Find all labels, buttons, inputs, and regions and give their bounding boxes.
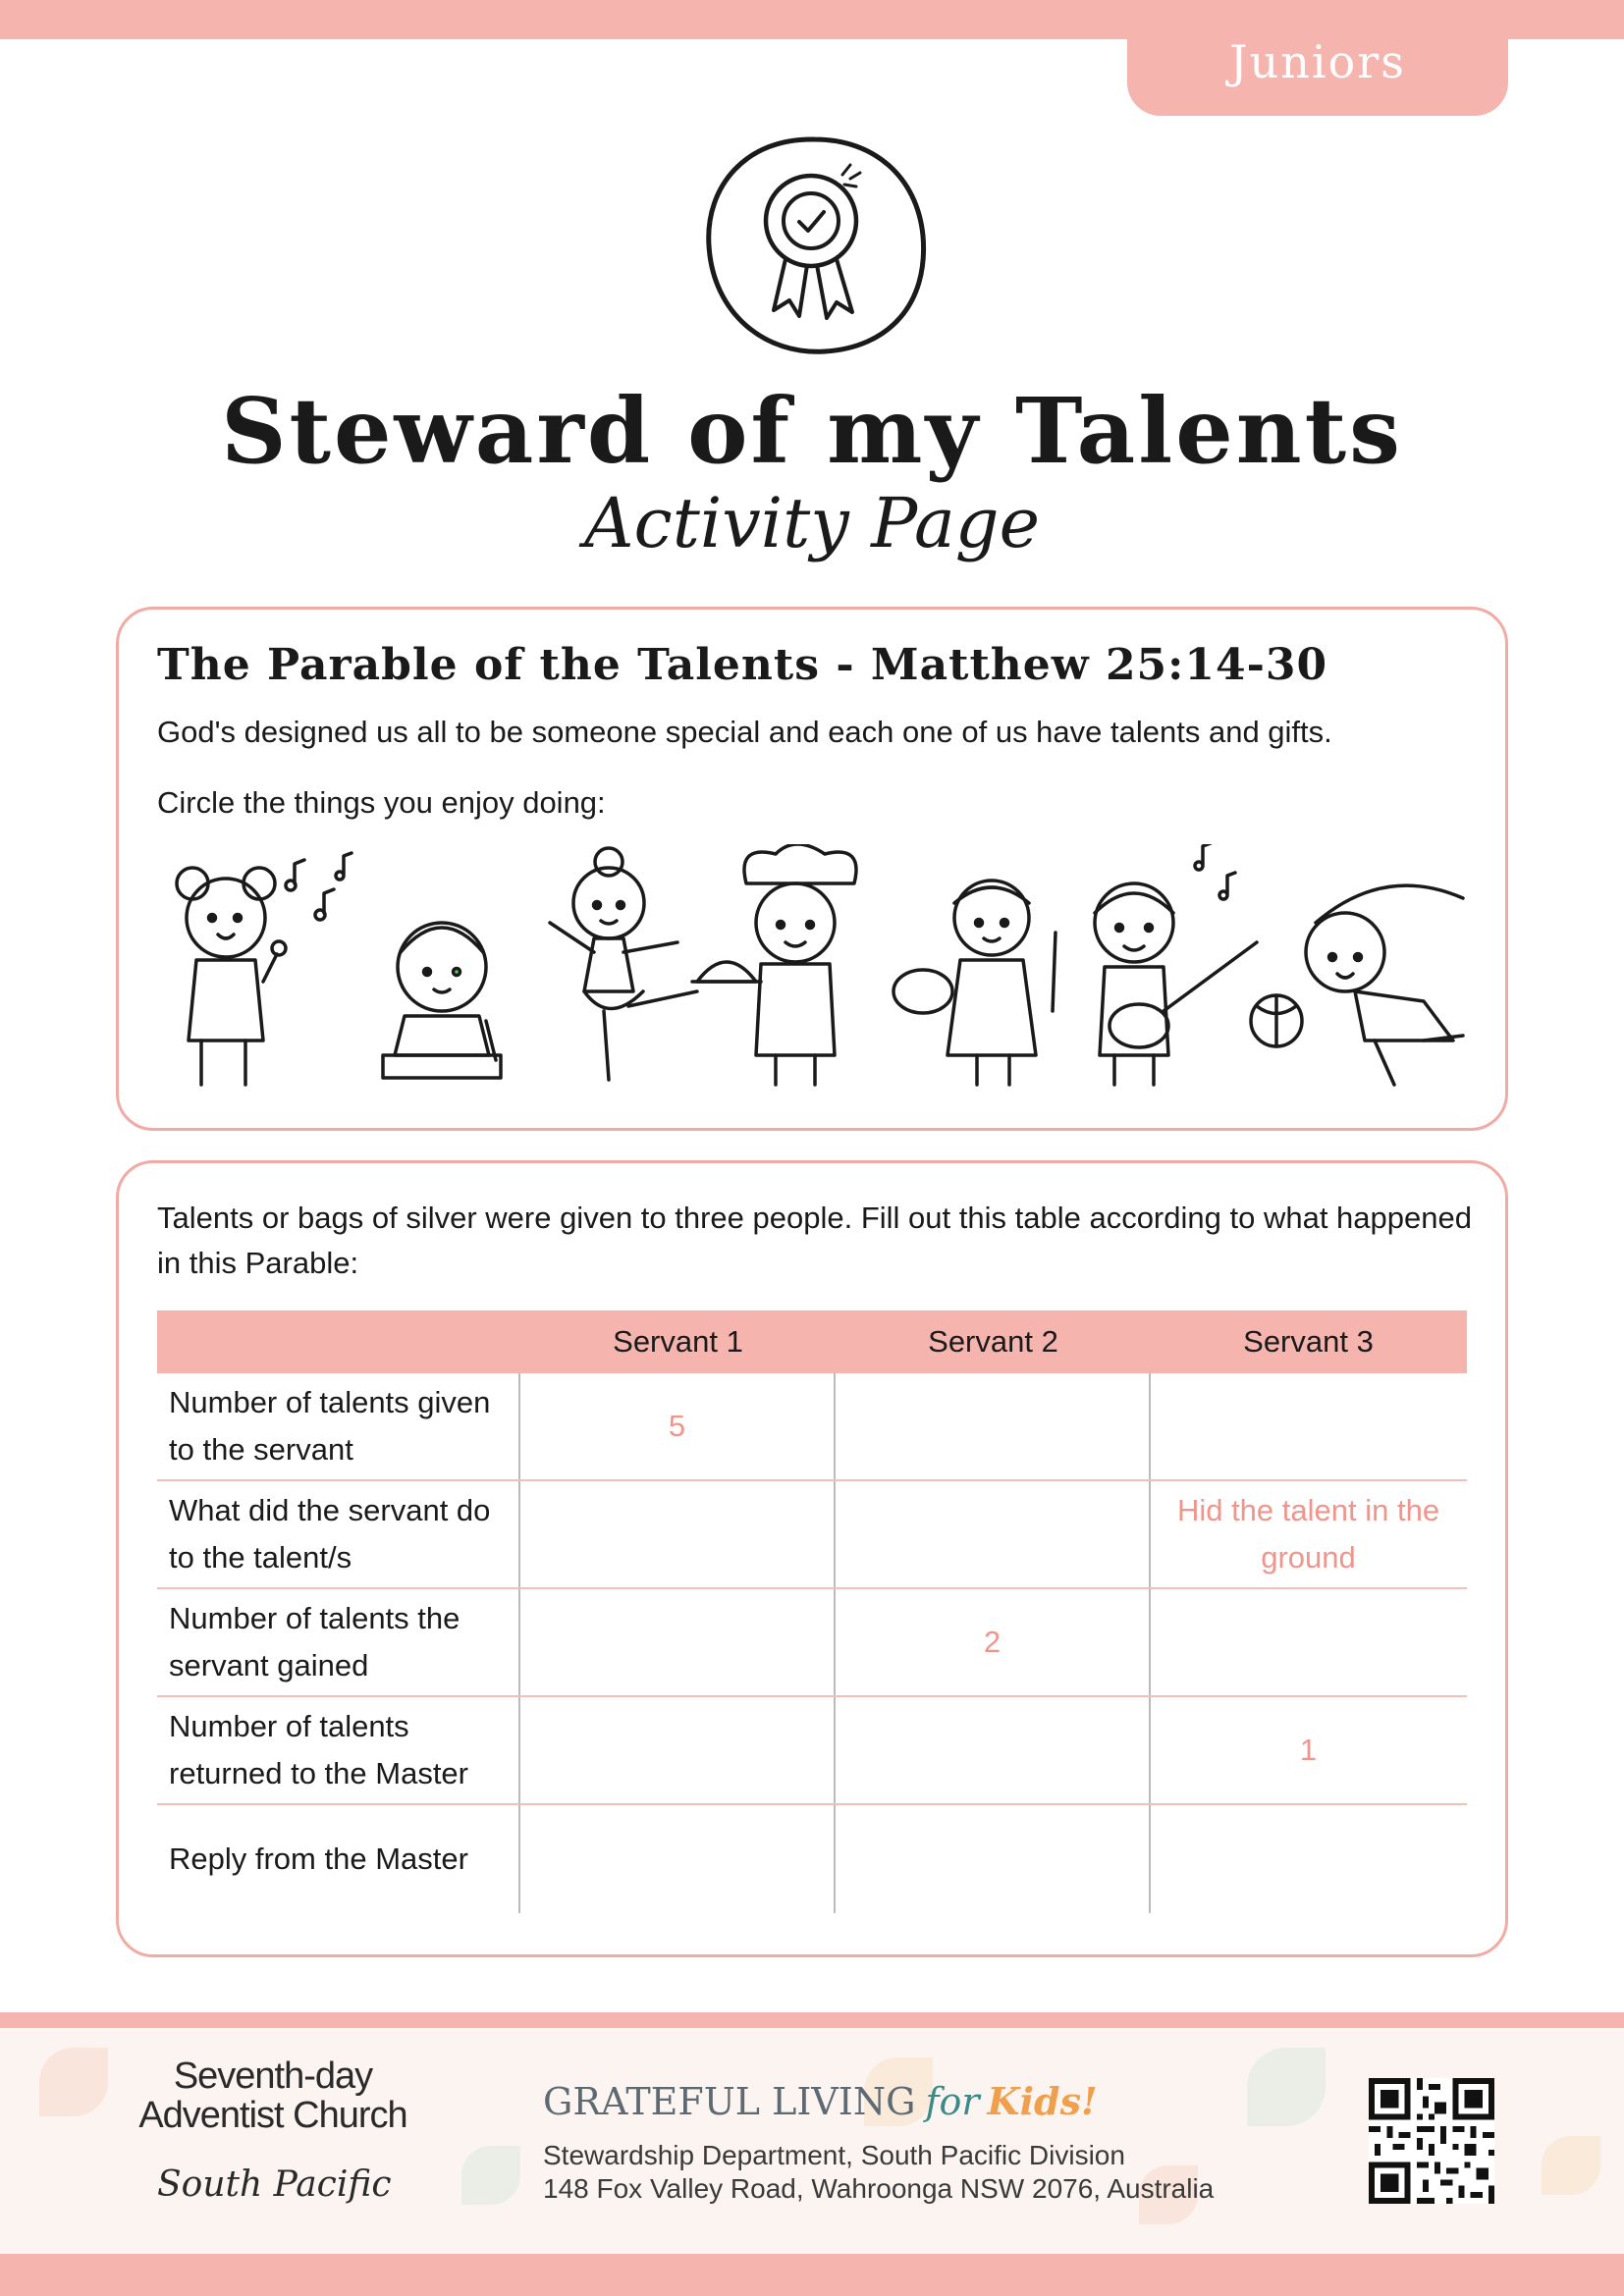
answer-cell[interactable]	[520, 1697, 836, 1803]
header-servant-3: Servant 3	[1243, 1324, 1374, 1359]
header-cell-blank	[157, 1310, 520, 1373]
writing-kid-icon	[383, 923, 501, 1078]
sda-logo-text: Seventh-day Adventist Church	[138, 2056, 407, 2136]
table-row	[157, 1805, 1467, 1913]
row-label: Number of talents given to the servant	[157, 1373, 520, 1479]
answer-cell[interactable]: 2	[836, 1589, 1151, 1695]
footer-bottom-stripe	[0, 2254, 1624, 2296]
table-row	[157, 1589, 1467, 1697]
answer-cell[interactable]	[836, 1697, 1151, 1803]
table-row	[157, 1697, 1467, 1805]
table-row	[157, 1481, 1467, 1589]
table-row	[157, 1373, 1467, 1481]
answer-cell[interactable]: Hid the talent in the ground	[1176, 1493, 1440, 1575]
qr-code-icon	[1369, 2078, 1494, 2204]
parable-heading: The Parable of the Talents - Matthew 25:14-30	[157, 640, 1328, 690]
leaf-decoration	[461, 2146, 520, 2205]
painter-kid-icon	[893, 881, 1056, 1085]
header-servant-1: Servant 1	[613, 1324, 743, 1359]
guitar-kid-icon	[1095, 844, 1257, 1085]
brand-logo: GRATEFUL LIVING for Kids!	[543, 2079, 1098, 2123]
table-header-row	[157, 1310, 1467, 1373]
servants-table	[157, 1310, 1467, 1913]
footer-stripe	[0, 2012, 1624, 2028]
answer-cell[interactable]	[1151, 1805, 1466, 1913]
row-label: What did the servant do to the talent/s	[157, 1481, 520, 1587]
department-name: Stewardship Department, South Pacific Division	[543, 2140, 1125, 2170]
page-title: Steward of my Talents	[221, 378, 1403, 484]
answer-cell[interactable]	[836, 1481, 1151, 1587]
answer-cell[interactable]	[836, 1805, 1151, 1913]
answer-cell[interactable]	[836, 1373, 1151, 1479]
answer-cell[interactable]	[520, 1805, 836, 1913]
leaf-decoration	[39, 2048, 108, 2116]
row-label: Reply from the Master	[157, 1805, 520, 1913]
row-label: Number of talents the servant gained	[157, 1589, 520, 1695]
answer-cell[interactable]	[1151, 1589, 1466, 1695]
sda-region: South Pacific	[157, 2164, 392, 2205]
answer-cell[interactable]	[520, 1481, 836, 1587]
page-subtitle: Activity Page	[583, 483, 1041, 563]
table-intro: Talents or bags of silver were given to three people. Fill out this table according to what happened in this Parable:	[157, 1201, 1472, 1280]
parable-intro: God's designed us all to be someone special and each one of us have talents and gifts.	[157, 715, 1332, 749]
chef-kid-icon	[692, 844, 856, 1085]
answer-cell[interactable]	[520, 1589, 836, 1695]
department-address: 148 Fox Valley Road, Wahroonga NSW 2076, Australia	[543, 2173, 1215, 2204]
level-tab: Juniors	[1127, 0, 1508, 116]
activity-kids-illustration	[147, 844, 1483, 1099]
leaf-decoration	[1542, 2136, 1600, 2195]
answer-cell[interactable]: 5	[520, 1373, 836, 1479]
leaf-decoration	[1247, 2048, 1326, 2126]
answer-cell[interactable]	[1151, 1373, 1466, 1479]
singing-kid-icon	[177, 853, 352, 1085]
row-label: Number of talents returned to the Master	[157, 1697, 520, 1803]
answer-cell[interactable]: 1	[1299, 1733, 1318, 1767]
ballet-dancer-icon	[550, 848, 697, 1080]
volleyball-kid-icon	[1251, 885, 1463, 1085]
header-servant-2: Servant 2	[928, 1324, 1058, 1359]
award-ribbon-icon	[687, 128, 943, 363]
circle-instruction: Circle the things you enjoy doing:	[157, 785, 606, 820]
